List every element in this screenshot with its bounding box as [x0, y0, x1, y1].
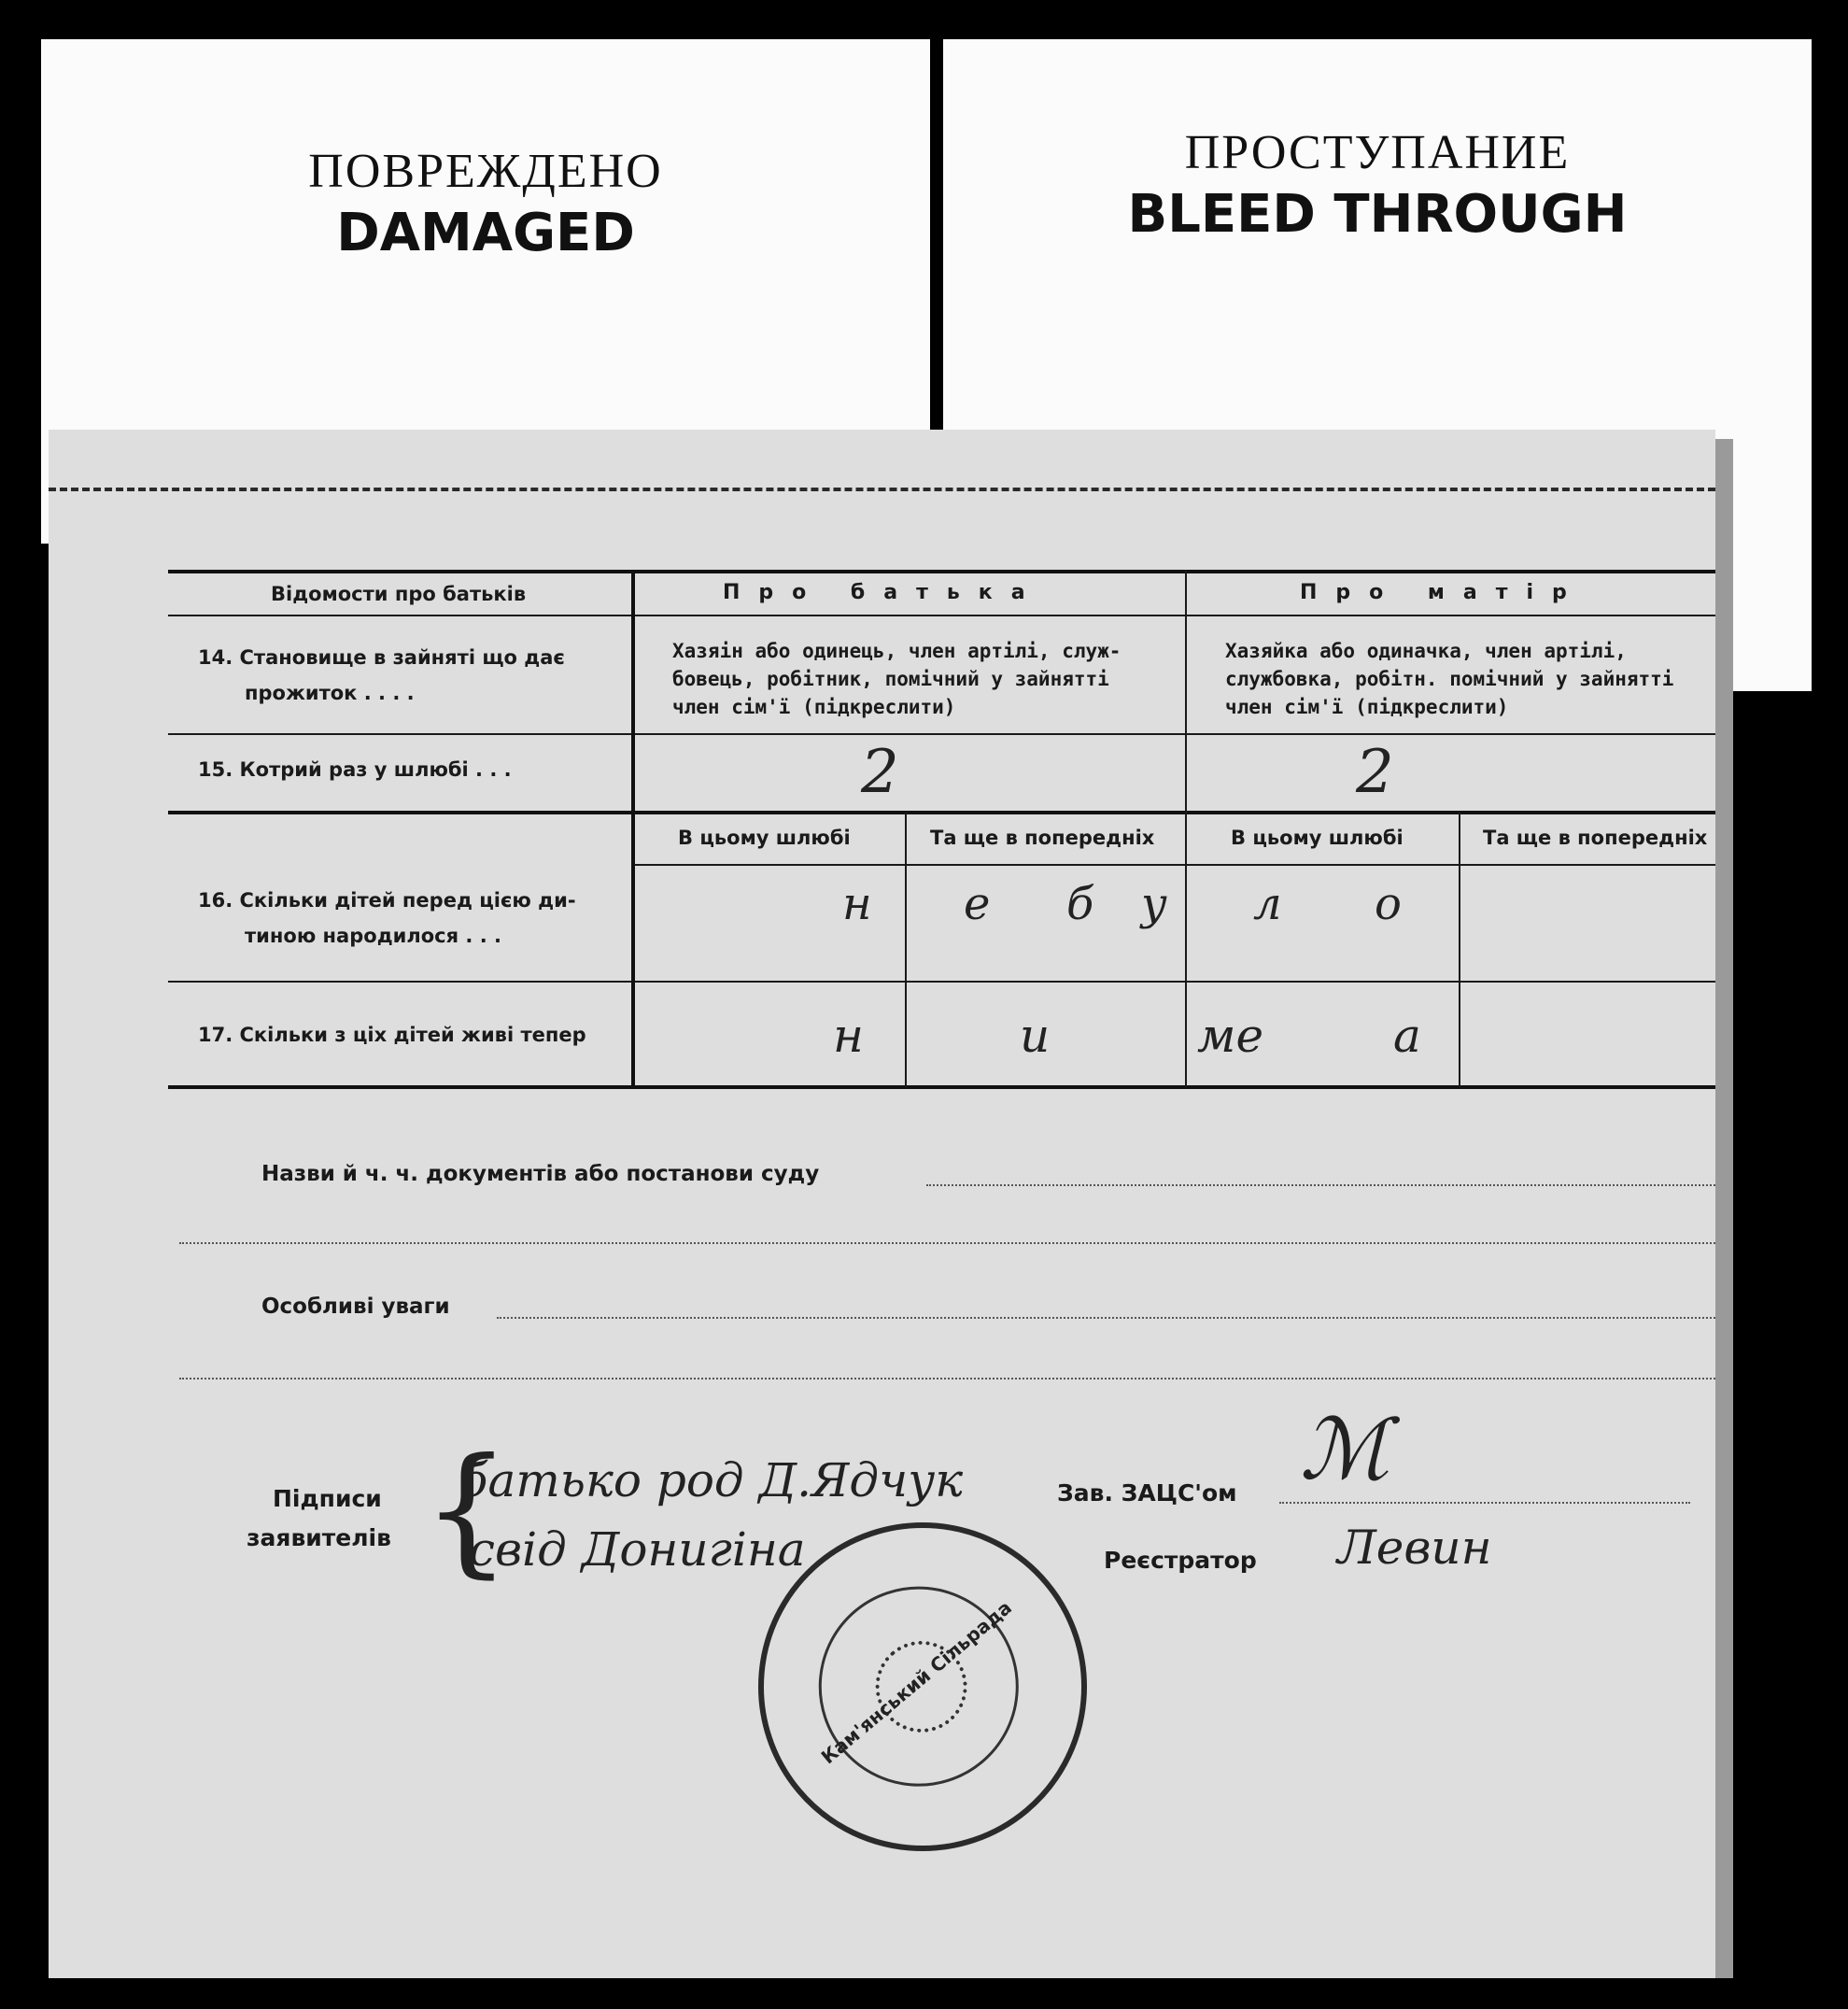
row15-rule	[168, 811, 1715, 814]
row16-value-2: е	[964, 878, 991, 930]
father-subcolumn-divider	[905, 813, 907, 1087]
subheader-rule	[633, 864, 1715, 866]
row16-value-6: о	[1375, 878, 1402, 930]
perforation-line	[49, 488, 1715, 491]
notes-fill-line-2	[179, 1378, 1715, 1379]
row14-rule	[168, 733, 1715, 735]
notes-label: Особливі уваги	[261, 1295, 450, 1319]
damaged-label-ru: ПОВРЕЖДЕНО	[308, 145, 663, 198]
signatures-label-line1: Підписи	[273, 1485, 382, 1512]
row16-value-1: н	[842, 878, 872, 930]
row16-rule	[168, 981, 1715, 983]
signature-mother: свід Донигіна	[469, 1522, 806, 1577]
row16-value-5: л	[1253, 878, 1282, 930]
header-rule	[168, 615, 1715, 616]
row14-label-line2: прожиток . . . .	[245, 682, 415, 704]
row14-father-line2: бовець, робітник, помічний у зайнятті	[672, 668, 1109, 690]
row14-father-line3: член сім'ї (підкреслити)	[672, 696, 956, 718]
row16-label-line2: тиною народилося . . .	[245, 925, 501, 947]
damaged-label-en: DAMAGED	[336, 203, 635, 263]
registration-form	[49, 430, 1715, 1978]
subheader-previous-mother: Та ще в попередніх	[1483, 827, 1708, 849]
document-edge	[1714, 439, 1733, 1978]
mother-subcolumn-divider	[1459, 813, 1460, 1087]
signatures-label-line2: заявителів	[247, 1524, 391, 1551]
row14-mother-line2: службовка, робітн. помічний у зайнятті	[1225, 668, 1674, 690]
header-father: Про батька	[723, 581, 1044, 604]
row17-label: 17. Скільки з ціх дітей живі тепер	[198, 1024, 586, 1046]
row17-value-1: н	[833, 1009, 864, 1063]
stamp-text: Кам'янський Сільрада	[816, 1595, 1016, 1769]
row15-father-value: 2	[861, 738, 899, 807]
table-bottom-rule	[168, 1085, 1715, 1089]
head-zags-label: Зав. ЗАЦС'ом	[1057, 1479, 1237, 1507]
registrar-signature: Левин	[1337, 1521, 1492, 1575]
signature-father: батько род Д.Ядчук	[459, 1453, 964, 1507]
head-signature-line	[1279, 1502, 1690, 1504]
registrar-label: Реєстратор	[1104, 1547, 1257, 1574]
row17-value-2: и	[1020, 1009, 1051, 1063]
notes-fill-line	[497, 1317, 1715, 1319]
documents-fill-line	[926, 1184, 1715, 1186]
signatures-brace: {	[422, 1429, 512, 1592]
head-signature: ℳ	[1300, 1401, 1390, 1499]
header-mother: Про матір	[1300, 581, 1586, 604]
documents-fill-line-2	[179, 1242, 1715, 1244]
subheader-this-marriage-father: В цьому шлюбі	[678, 827, 851, 849]
bleed-through-label-en: BLEED THROUGH	[1127, 184, 1628, 245]
row17-value-4: а	[1393, 1009, 1421, 1063]
row15-mother-value: 2	[1356, 738, 1394, 807]
row16-value-3: б	[1066, 878, 1094, 930]
header-parents-info: Відомости про батьків	[271, 583, 527, 605]
subheader-this-marriage-mother: В цьому шлюбі	[1231, 827, 1404, 849]
row14-mother-line1: Хазяйка або одиначка, член артілі,	[1225, 640, 1627, 662]
table-top-rule	[168, 570, 1715, 573]
parent-column-divider	[1185, 570, 1187, 1087]
subheader-previous-father: Та ще в попередніх	[930, 827, 1155, 849]
row14-mother-line3: член сім'ї (підкреслити)	[1225, 696, 1509, 718]
label-column-divider	[631, 570, 635, 1087]
row14-label-line1: 14. Становище в зайняті що дає	[198, 646, 565, 669]
row16-label-line1: 16. Скільки дітей перед цією ди-	[198, 889, 576, 912]
documents-label: Назви й ч. ч. документів або постанови суду	[261, 1162, 820, 1186]
row17-value-3: ме	[1197, 1009, 1264, 1063]
row14-father-line1: Хазяін або одинець, член артілі, служ-	[672, 640, 1121, 662]
row16-value-4: у	[1141, 878, 1167, 930]
row15-label: 15. Котрий раз у шлюбі . . .	[198, 758, 512, 781]
bleed-through-label-ru: ПРОСТУПАНИЕ	[1184, 126, 1571, 179]
